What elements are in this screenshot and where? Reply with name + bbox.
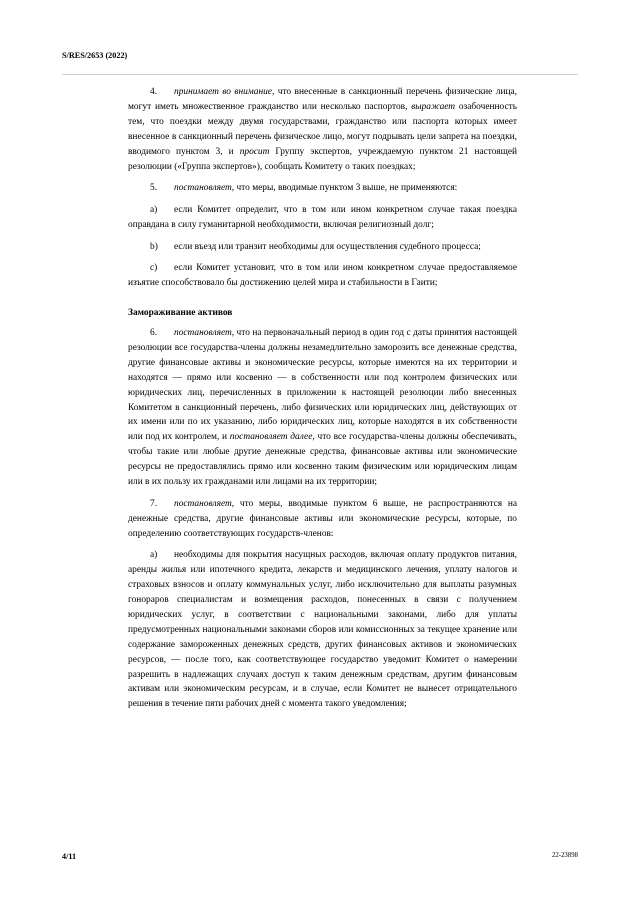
document-code: 22-23898 <box>551 852 578 859</box>
section-heading: Замораживание активов <box>128 308 233 319</box>
operative-verb: принимает во внимание <box>174 87 272 97</box>
operative-verb: выражает <box>411 101 456 112</box>
header-divider <box>62 74 578 75</box>
document-body <box>128 85 517 719</box>
operative-verb: просит <box>239 146 270 157</box>
paragraph-text: , что на первоначальный период в один год с даты принятия настоящей резолюции все государства-члены должны незамедлительно заморозить все денежные средства, другие финансовые активы и экономические ресурсы, которые имеются на их территории и находятся — прямо или косвенно — в собственности или под контролем физических или юридических лиц, перечисленных в приложении к настоящей резолюции либо внесенных Комитетом в санкционный перечень, либо физических или юридических лиц, действующих от их имени или по их указанию, либо юридических лиц, которые находятся в их собственности или под их контролем, и <box>128 327 517 443</box>
paragraph-number: 6. <box>150 327 158 338</box>
paragraph-number: 4. <box>150 87 158 97</box>
subparagraph-5b <box>128 240 517 255</box>
paragraph-4 <box>128 85 517 174</box>
subparagraph-text: если Комитет установит, что в том или ином конкретном случае предоставляемое изъятие способствовало бы достижению целей мира и стабильности в Гаити; <box>128 263 517 289</box>
paragraph-number: 5. <box>150 183 158 194</box>
subparagraph-letter: c) <box>150 263 158 274</box>
document-symbol: S/RES/2653 (2022) <box>62 51 128 60</box>
subparagraph-text: если въезд или транзит необходимы для осуществления судебного процесса; <box>174 241 481 252</box>
subparagraph-5a <box>128 203 517 233</box>
paragraph-text: , что все государства-члены должны обеспечивать, чтобы такие или любые другие денежные средства, финансовые активы или экономические ресурсы не предоставлялись прямо или косвенно таким физическим или юридическим лицам или в их пользу их гражданами или лицами на их территории; <box>128 432 518 488</box>
paragraph-text: Группу экспертов, учреждаемую пунктом 21 настоящей резолюции («Группа экспертов»), сообщать Комитету о таких поездках; <box>128 146 517 172</box>
paragraph-text: , что внесенные в санкционный перечень физические лица, могут иметь множественное гражданство или несколько паспортов, <box>128 87 517 112</box>
operative-verb: постановляет далее <box>229 432 313 443</box>
page-number: 4/11 <box>62 852 77 861</box>
paragraph-text: озабоченность тем, что поездки между двумя государствами, гражданство или паспорта которых имеет внесенное в санкционный перечень физическое лицо, могут подрывать цели запрета на поездки, вводимого пунктом 3, и <box>128 101 517 157</box>
subparagraph-text: необходимы для покрытия насущных расходов, включая оплату продуктов питания, аренды жилья или ипотечного кредита, лекарств и медицинского лечения, уплату налогов и страховых взносов и оплату коммунальных услуг, либо исключительно для выплаты разумных гонораров специалистам и возмещения расходов, понесенных в связи с получением юридических услуг, в соответствии с национальными законами, либо для уплаты предусмотренных национальными законами сборов или комиссионных за текущее хранение или содержание замороженных денежных средств, других финансовых активов и экономических ресурсов, — после того, как соответствующее государство уведомит Комитет о намерении разрешить в надлежащих случаях доступ к таким денежным средствам, другим финансовым активам или экономическим ресурсам, и в случае, если Комитет не вынесет отрицательного решения в течение пяти рабочих дней с момента такого уведомления; <box>128 550 517 710</box>
paragraph-7 <box>128 497 517 542</box>
paragraph-number: 7. <box>150 498 158 509</box>
subparagraph-letter: b) <box>150 241 158 252</box>
paragraph-text: , что меры, вводимые пунктом 6 выше, не распространяются на денежные средства, другие финансовые активы или экономические ресурсы, которые, по определению соответствующих государств-членов: <box>128 498 517 539</box>
subparagraph-7a <box>128 548 517 712</box>
subparagraph-text: если Комитет определит, что в том или ином конкретном случае такая поездка оправдана в силу гуманитарной необходимости, включая религиозный долг; <box>128 204 517 230</box>
paragraph-6 <box>128 326 517 490</box>
paragraph-text: , что меры, вводимые пунктом 3 выше, не применяются: <box>231 183 458 194</box>
subparagraph-5c <box>128 261 517 291</box>
operative-verb: постановляет <box>174 183 232 194</box>
paragraph-5 <box>128 181 517 196</box>
subparagraph-letter: a) <box>150 204 158 215</box>
operative-verb: постановляет <box>174 498 232 509</box>
subparagraph-letter: a) <box>150 550 158 561</box>
operative-verb: постановляет <box>174 327 232 338</box>
